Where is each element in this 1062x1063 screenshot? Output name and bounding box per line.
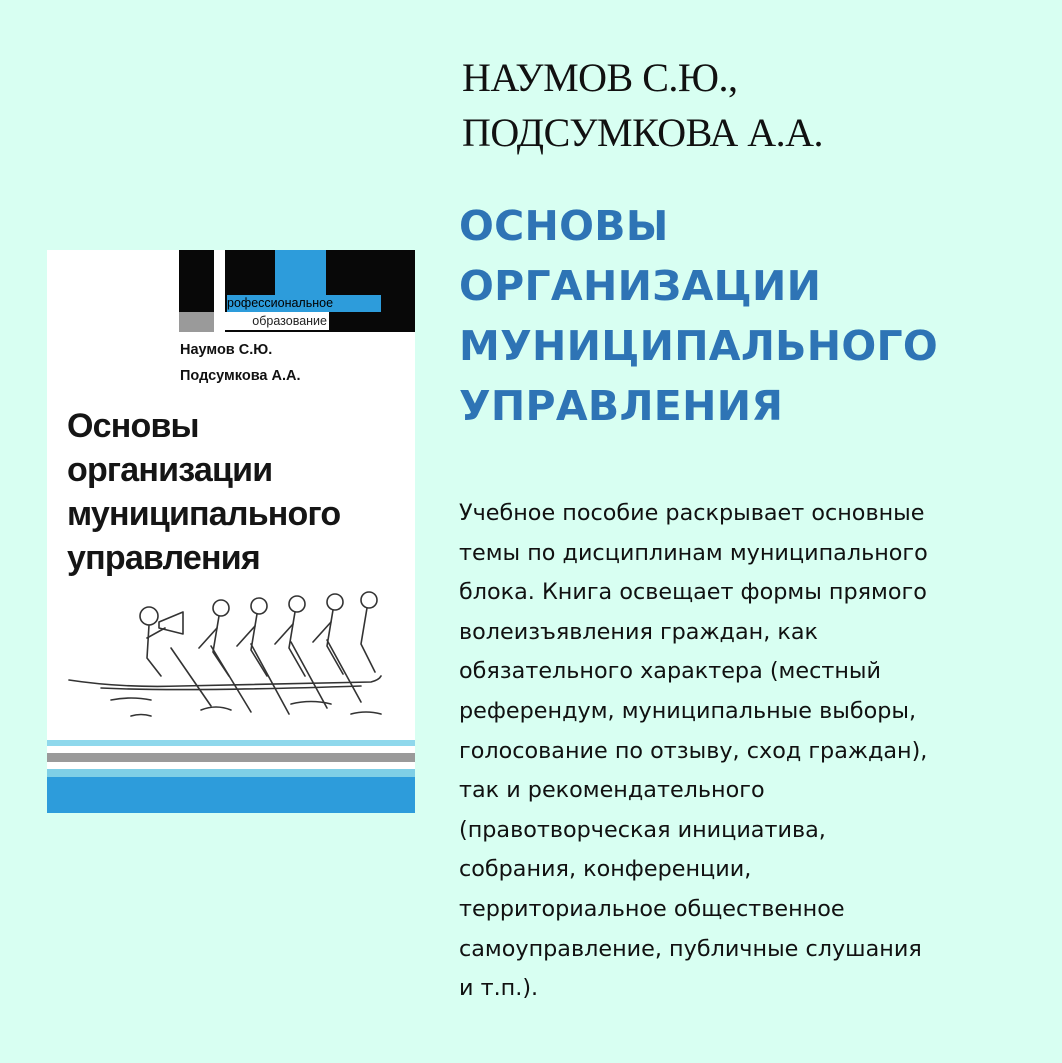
description-line: (правотворческая инициатива, xyxy=(459,816,826,843)
book-cover xyxy=(47,250,415,813)
book-title-line: ОСНОВЫ xyxy=(459,202,669,250)
book-title-line: ОРГАНИЗАЦИИ xyxy=(459,262,822,310)
series-logo-grey-square xyxy=(179,312,214,332)
description-line: собрания, конференции, xyxy=(459,856,752,883)
cover-band xyxy=(47,753,415,762)
description-line: темы по дисциплинам муниципального xyxy=(459,539,928,566)
cover-title-line: организации xyxy=(67,451,273,489)
description-line: голосование по отзыву, сход граждан), xyxy=(459,737,928,764)
cover-band xyxy=(47,769,415,777)
book-title-line: МУНИЦИПАЛЬНОГО xyxy=(459,322,939,370)
description-line: волеизъявления граждан, как xyxy=(459,618,818,645)
description-line: блока. Книга освещает формы прямого xyxy=(459,579,927,606)
book-description xyxy=(459,494,1039,1009)
description-line: обязательного характера (местный xyxy=(459,658,881,685)
description-line: так и рекомендательного xyxy=(459,777,765,804)
description-line: референдум, муниципальные выборы, xyxy=(459,697,917,724)
cover-title-line: муниципального xyxy=(67,495,341,533)
series-logo-blue-square xyxy=(275,250,326,297)
description-line: самоуправление, публичные слушания xyxy=(459,935,922,962)
cover-band xyxy=(47,762,415,769)
cover-band xyxy=(47,777,415,813)
series-name-line1: рофессиональное xyxy=(227,295,381,312)
description-line: территориальное общественное xyxy=(459,895,845,922)
series-logo-stripe xyxy=(214,250,225,300)
series-name-line2: образование xyxy=(179,312,329,330)
cover-title-line: управления xyxy=(67,539,260,577)
cover-band xyxy=(47,746,415,753)
book-title xyxy=(459,196,938,436)
rowing-boat-illustration xyxy=(61,588,401,728)
cover-author-2: Подсумкова А.А. xyxy=(180,368,301,384)
description-line: Учебное пособие раскрывает основные xyxy=(459,500,925,526)
cover-author-1: Наумов С.Ю. xyxy=(180,342,273,358)
cover-title xyxy=(67,404,407,580)
authors xyxy=(462,50,823,160)
author-line: НАУМОВ С.Ю., xyxy=(462,55,738,100)
book-title-line: УПРАВЛЕНИЯ xyxy=(459,382,784,430)
cover-title-line: Основы xyxy=(67,407,199,445)
author-line: ПОДСУМКОВА А.А. xyxy=(462,110,823,155)
description-line: и т.п.). xyxy=(459,975,539,1002)
